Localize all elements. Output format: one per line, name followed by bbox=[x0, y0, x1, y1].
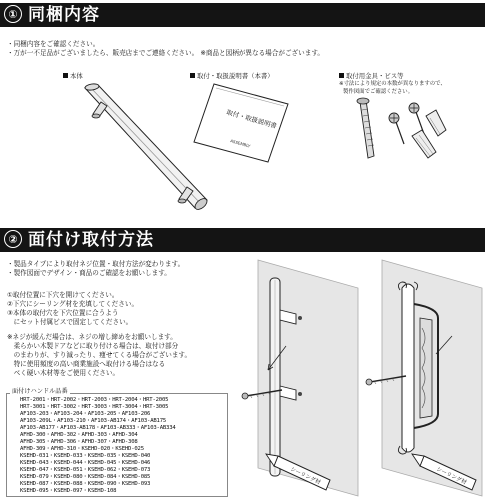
square-bullet-icon bbox=[339, 73, 344, 78]
square-bullet-icon bbox=[63, 73, 68, 78]
square-bullet-icon bbox=[190, 73, 195, 78]
section1-title: 同梱内容 bbox=[28, 5, 100, 25]
section2-note-1: ・製品タイプにより取付ネジ位置・取付方法が変わります。 bbox=[7, 260, 185, 268]
step-3: ③本体の取付穴を下穴位置に合うよう bbox=[7, 309, 119, 317]
product-line: KSEHD-047・KSEHD-051・KSEHD-062・KSEHD-073 bbox=[20, 467, 151, 473]
section1-note-2: ・万が一不足品がございましたら、販売店までご連絡ください。 ※商品と図柄が異なる場合がございます。 bbox=[7, 49, 324, 57]
product-line: AFHD-305・AFHD-306・AFHD-307・AFHD-308 bbox=[20, 439, 138, 445]
install-illustration-ornate bbox=[362, 258, 484, 500]
step-2: ②下穴にシーリング材を充填してください。 bbox=[7, 300, 139, 308]
warning-2: 柔らかい木製ドアなどに取り付ける場合は、取付け部分 bbox=[7, 342, 179, 350]
product-list-title: 面付けハンドル品番 bbox=[12, 388, 68, 395]
hardware-screws-illustration bbox=[352, 96, 448, 168]
sealant-label-1: シーリング材 bbox=[289, 466, 322, 487]
item-label-manual-text: 取付・取扱説明書（本書） bbox=[197, 72, 274, 80]
product-line: AF103-203・AF103-204・AF103-205・AF103-206 bbox=[20, 411, 151, 417]
item-label-hardware bbox=[339, 72, 404, 80]
section1-number: ① bbox=[4, 5, 22, 23]
warning-5: べく硬い木材等をご使用ください。 bbox=[7, 369, 120, 377]
product-line: KSEHD-095・KSEHD-097・KSEHD-108 bbox=[20, 488, 117, 494]
item-label-body bbox=[63, 72, 83, 80]
product-line: AFHD-300・AFHD-302・AFHD-303・AFHD-304 bbox=[20, 432, 138, 438]
product-line: HRT-2001・HRT-2002・HRT-2003・HRT-2004・HRT-2005 bbox=[20, 397, 169, 403]
warning-1: ※ネジが緩んだ場合は、ネジの増し締めをお願いします。 bbox=[7, 333, 177, 341]
section2-note-2: ・製作図面でデザイン・商品のご確認をお願いします。 bbox=[7, 269, 171, 277]
item-label-body-text: 本体 bbox=[70, 72, 83, 80]
warning-4: 特に使用頻度の高い商業施設へ取付ける場合はなる bbox=[7, 360, 166, 368]
step-1: ①取付位置に下穴を開けてください。 bbox=[7, 291, 119, 299]
warning-3: のまわりが、すり減ったり、痩せてくる場合がございます。 bbox=[7, 351, 192, 359]
product-line: AFHD-309・AFHD-310・KSEHD-020・KSEHD-025 bbox=[20, 446, 144, 452]
product-line: KSEHD-043・KSEHD-044・KSEHD-045・KSEHD-046 bbox=[20, 460, 151, 466]
hardware-subnote-2: 製作図面でご確認ください。 bbox=[343, 89, 414, 95]
item-label-hardware-text: 取付用金具・ビス等 bbox=[346, 72, 404, 80]
manual-booklet-illustration bbox=[192, 82, 292, 164]
product-line: AF103-209L・AF103-210・AF103-AB174・AF103-AB175 bbox=[20, 418, 167, 424]
sealant-label-2: シーリング材 bbox=[435, 466, 468, 487]
item-label-manual bbox=[190, 72, 274, 80]
section2-banner bbox=[0, 228, 485, 252]
manual-title-text: 取付・取扱説明書 bbox=[225, 108, 278, 131]
hardware-subnote-1: ※寸法により規定の本数が異なりますので、 bbox=[339, 81, 446, 87]
section2-number: ② bbox=[4, 230, 22, 248]
section2-title: 面付け取付方法 bbox=[28, 230, 154, 250]
section1-banner bbox=[0, 3, 485, 27]
install-illustration-straight bbox=[238, 258, 360, 500]
product-line: KSEHD-079・KSEHD-080・KSEHD-084・KSEHD-085 bbox=[20, 474, 151, 480]
step-3-cont: にセット付属ビスで固定してください。 bbox=[7, 318, 133, 326]
product-line: KSEHD-087・KSEHD-088・KSEHD-090・KSEHD-093 bbox=[20, 481, 151, 487]
product-line: HRT-3001・HRT-3002・HRT-3003・HRT-3004・HRT-3005 bbox=[20, 404, 169, 410]
section1-note-1: ・同梱内容をご確認ください。 bbox=[7, 40, 100, 48]
product-line: AF103-AB177・AF103-AB178・AF103-AB333・AF103-AB334 bbox=[20, 425, 176, 431]
manual-brand-text: ASSEMBLY bbox=[229, 138, 251, 149]
product-line: KSEHD-031・KSEHD-033・KSEHD-035・KSEHD-040 bbox=[20, 453, 151, 459]
